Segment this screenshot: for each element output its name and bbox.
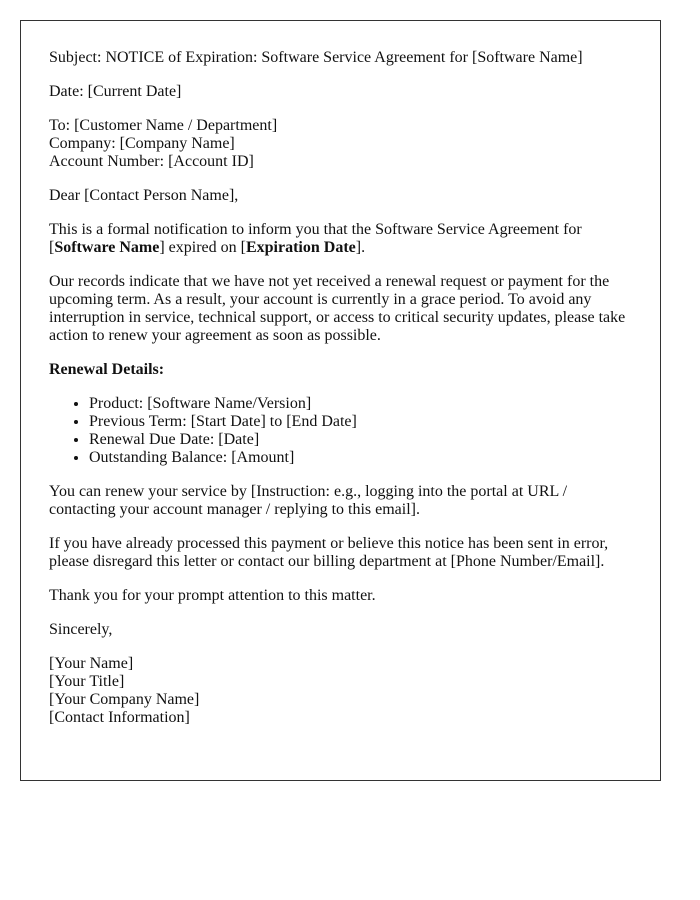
salutation: Dear [Contact Person Name], [49,187,239,204]
list-item: • Outstanding Balance: [Amount] [89,449,632,467]
subject-line: Subject: NOTICE of Expiration: Software Service Agreement for [Software Name] [49,49,583,66]
signature-block [49,655,632,727]
thanks-line: Thank you for your prompt attention to this matter. [49,587,376,604]
signature-name: [Your Name] [49,655,134,672]
signature-title: [Your Title] [49,673,125,690]
bracket: [ [49,239,55,256]
bracket: ] [159,239,165,256]
recipient-block [49,117,632,171]
recipient-to: To: [Customer Name / Department] [49,117,278,134]
list-item: • Renewal Due Date: [Date] [89,431,632,449]
letter-document [20,20,661,781]
renewal-details-heading: Renewal Details: [49,361,165,378]
intro-paragraph [49,221,632,257]
list-item: • Previous Term: [Start Date] to [End Date] [89,413,632,431]
signature-contact: [Contact Information] [49,709,190,726]
bracket: ] [355,239,362,256]
intro-text-middle: expired on [164,239,241,256]
intro-text-before: This is a formal notification to inform you that the Software Service Agreement for [49,221,582,238]
recipient-company: Company: [Company Name] [49,135,235,152]
list-item: • Product: [Software Name/Version] [89,395,632,413]
software-name: Software Name [54,239,160,256]
bracket: [ [240,239,246,256]
signature-company: [Your Company Name] [49,691,200,708]
date-line: Date: [Current Date] [49,83,182,100]
disregard-paragraph: If you have already processed this payment or believe this notice has been sent in error, please disregard this letter or contact our billing department at [Phone Number/Email]. [49,535,609,570]
records-paragraph: Our records indicate that we have not yet received a renewal request or payment for the upcoming term. As a result, your account is currently in a grace period. To avoid any interruption in service, technical support, or access to critical security updates, please take action to renew your agreement as soon as possible. [49,273,626,344]
recipient-account: Account Number: [Account ID] [49,153,254,170]
expiration-date: Expiration Date [245,239,356,256]
closing: Sincerely, [49,621,113,638]
renew-instructions: You can renew your service by [Instruction: e.g., logging into the portal at URL / contacting your account manager / replying to this email]. [49,483,568,518]
intro-text-after: . [361,239,366,256]
renewal-details-list [49,395,632,467]
